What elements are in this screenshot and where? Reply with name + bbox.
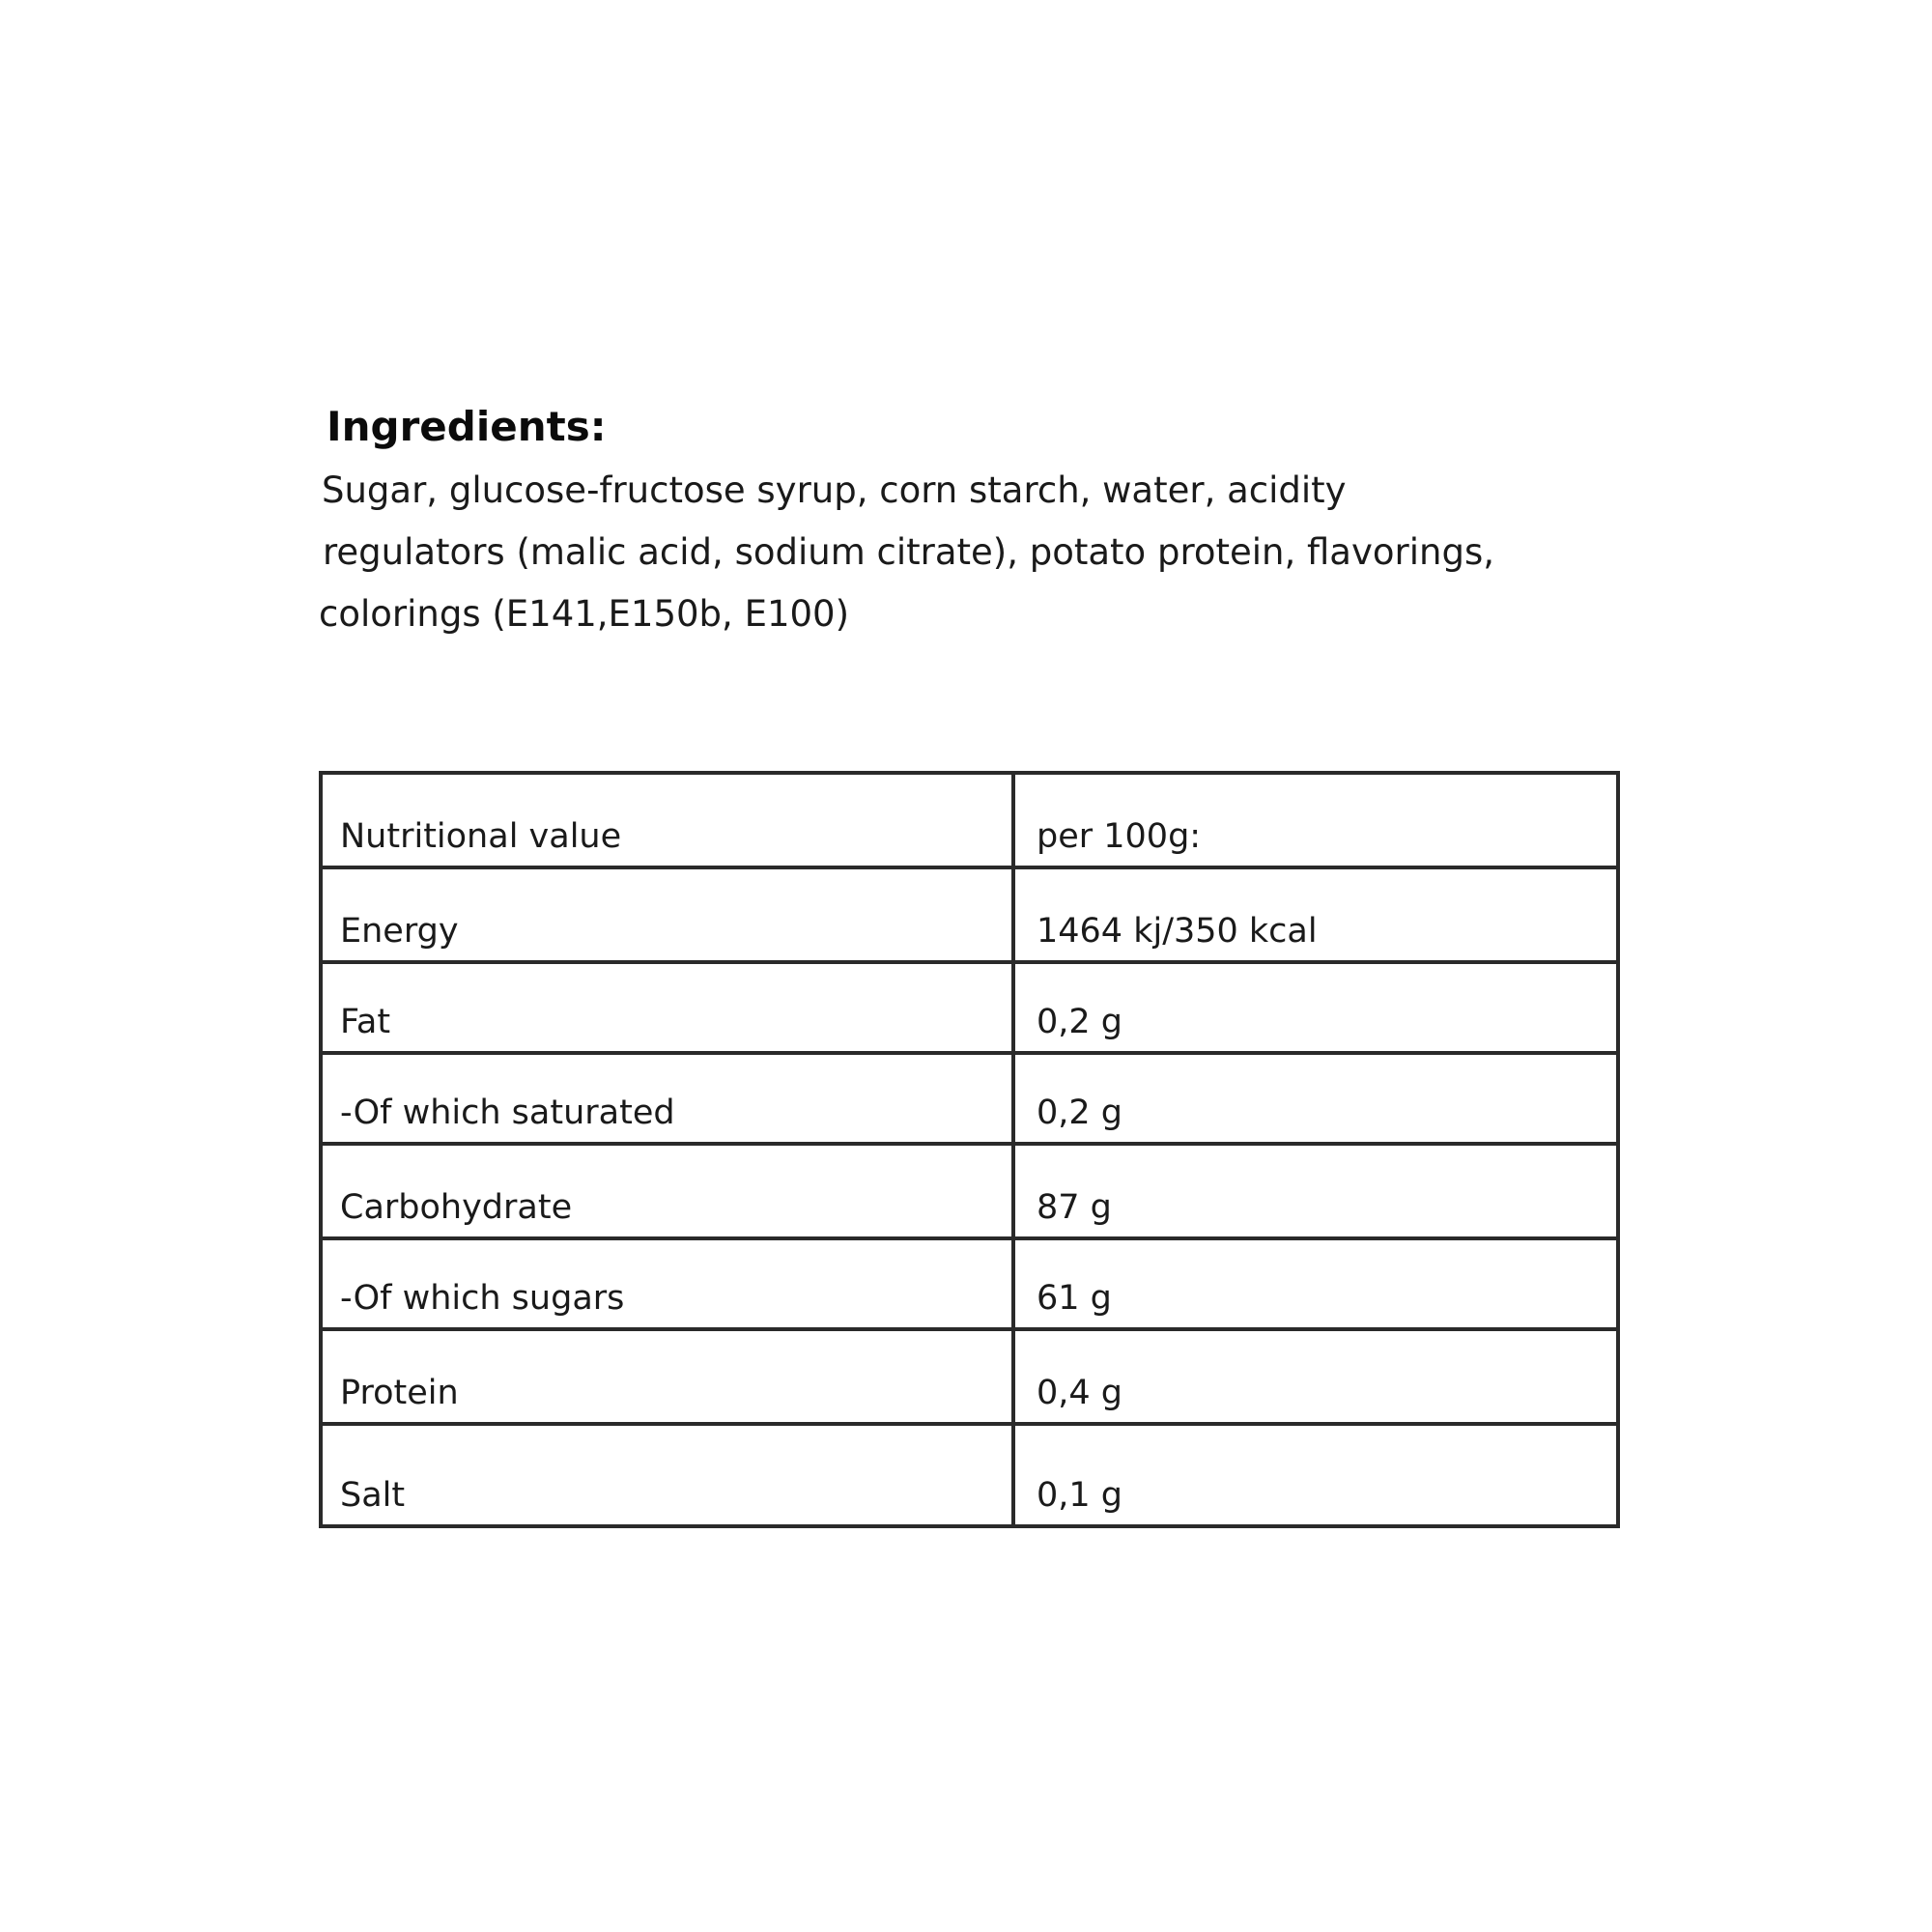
nutrition-table xyxy=(319,771,1620,1528)
nutrient-value: 0,2 g xyxy=(1013,962,1618,1053)
ingredients-text-line: colorings (E141,E150b, E100) xyxy=(319,593,850,635)
nutrient-value: 0,2 g xyxy=(1013,1053,1618,1144)
table-row xyxy=(321,1329,1618,1424)
nutrient-value: 1464 kj/350 kcal xyxy=(1013,867,1618,962)
header-label: Nutritional value xyxy=(321,773,1013,867)
nutrient-value: 87 g xyxy=(1013,1144,1618,1238)
nutrient-label: Protein xyxy=(321,1329,1013,1424)
nutrient-label: Fat xyxy=(321,962,1013,1053)
header-value: per 100g: xyxy=(1013,773,1618,867)
ingredients-section xyxy=(319,398,1594,645)
table-row xyxy=(321,1053,1618,1144)
table-row xyxy=(321,1424,1618,1526)
nutrient-label: Energy xyxy=(321,867,1013,962)
nutrient-value: 61 g xyxy=(1013,1238,1618,1329)
table-row xyxy=(321,1144,1618,1238)
nutrient-label: -Of which sugars xyxy=(321,1238,1013,1329)
table-row xyxy=(321,1238,1618,1329)
nutrient-label: Carbohydrate xyxy=(321,1144,1013,1238)
nutrient-value: 0,4 g xyxy=(1013,1329,1618,1424)
ingredients-title: Ingredients: xyxy=(327,403,607,450)
table-row xyxy=(321,962,1618,1053)
table-row xyxy=(321,867,1618,962)
table-header-row xyxy=(321,773,1618,867)
ingredients-text-line: regulators (malic acid, sodium citrate), potato protein, flavorings, xyxy=(323,531,1494,573)
nutrient-label: Salt xyxy=(321,1424,1013,1526)
nutrient-label: -Of which saturated xyxy=(321,1053,1013,1144)
ingredients-text-line: Sugar, glucose-fructose syrup, corn starch, water, acidity xyxy=(322,469,1347,511)
nutrient-value: 0,1 g xyxy=(1013,1424,1618,1526)
